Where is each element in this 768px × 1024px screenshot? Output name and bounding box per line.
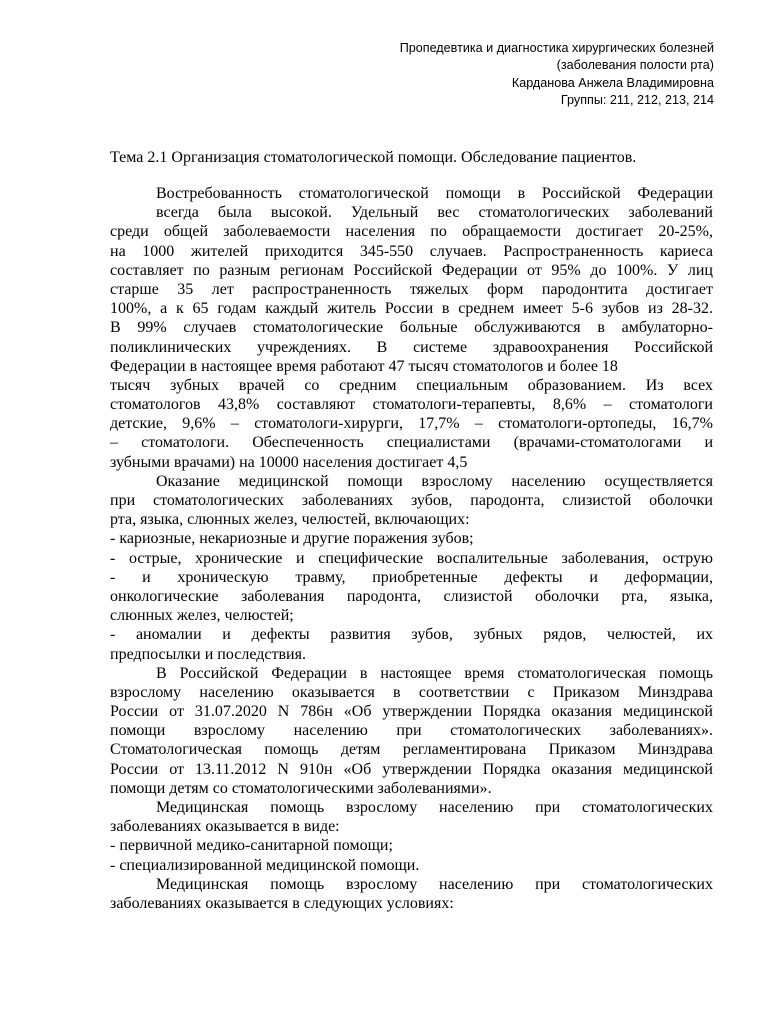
text-line: России от 31.07.2020 N 786н «Об утверждении Порядка оказания медицинской bbox=[110, 703, 713, 721]
text-line: В 99% случаев стоматологические больные обслуживаются в амбулаторно- bbox=[110, 319, 713, 337]
text-line: В Российской Федерации в настоящее время стоматологическая помощь bbox=[156, 664, 713, 682]
text-line: среди общей заболеваемости населения по обращаемости достигает 20-25%, bbox=[110, 223, 713, 241]
document-body bbox=[110, 184, 713, 913]
text-line: при стоматологических заболеваниях зубов, пародонта, слизистой оболочки bbox=[110, 492, 713, 509]
course-subtitle: (заболевания полости рта) bbox=[556, 58, 714, 73]
list-item: - специализированной медицинской помощи. bbox=[110, 856, 420, 874]
text-line: на 1000 жителей приходится 345-550 случаев. Распространенность кариеса bbox=[110, 242, 713, 260]
text-line: стоматологов 43,8% составляют стоматологи-терапевты, 8,6% – стоматологи bbox=[110, 396, 713, 414]
text-line: старше 35 лет распространенность тяжелых форм пародонтита достигает bbox=[110, 280, 713, 298]
text-line: заболеваниях оказывается в следующих условиях: bbox=[110, 894, 454, 912]
text-line: Медицинская помощь взрослому населению при стоматологических bbox=[156, 875, 713, 893]
document-header bbox=[294, 40, 714, 109]
course-name: Пропедевтика и диагностика хирургических болезней bbox=[399, 41, 714, 55]
text-line: детские, 9,6% – стоматологи-хирурги, 17,7% – стоматологи-ортопеды, 16,7% bbox=[110, 415, 713, 433]
text-line: Федерации в настоящее время работают 47 тысяч стоматологов и более 18 bbox=[110, 357, 618, 375]
list-item: - кариозные, некариозные и другие поражения зубов; bbox=[110, 530, 474, 548]
text-line: всегда была высокой. Удельный вес стоматологических заболеваний bbox=[156, 204, 713, 222]
text-line: слюнных желез, челюстей; bbox=[110, 607, 294, 625]
text-line: взрослому населению оказывается в соответствии с Приказом Минздрава bbox=[110, 683, 713, 701]
text-line: предпосылки и последствия. bbox=[110, 645, 306, 663]
list-item: - аномалии и дефекты развития зубов, зубных рядов, челюстей, их bbox=[110, 626, 713, 644]
text-line: помощи взрослому населению при стоматологических заболеваниях». bbox=[110, 722, 713, 740]
text-line: зубными врачами) на 10000 населения достигает 4,5 bbox=[110, 453, 468, 471]
text-line: России от 13.11.2012 N 910н «Об утверждении Порядка оказания медицинской bbox=[110, 760, 713, 778]
list-item: - и хроническую травму, приобретенные дефекты и деформации, bbox=[110, 568, 713, 586]
groups-line: Группы: 211, 212, 213, 214 bbox=[560, 92, 714, 107]
text-line: онкологические заболевания пародонта, слизистой оболочки рта, языка, bbox=[110, 587, 713, 605]
text-line: Востребованность стоматологической помощи в Российской Федерации bbox=[156, 185, 713, 202]
page-title: Тема 2.1 Организация стоматологической помощи. Обследование пациентов. bbox=[110, 149, 637, 166]
text-line: – стоматологи. Обеспеченность специалистами (врачами-стоматологами и bbox=[110, 434, 713, 452]
list-item: - первичной медико-санитарной помощи; bbox=[110, 837, 393, 855]
text-line: заболеваниях оказывается в виде: bbox=[110, 818, 340, 836]
text-line: Оказание медицинской помощи взрослому населению осуществляется bbox=[156, 472, 713, 490]
text-line: Медицинская помощь взрослому населению при стоматологических bbox=[156, 799, 713, 816]
text-line: рта, языка, слюнных желез, челюстей, включающих: bbox=[110, 511, 470, 529]
text-line: поликлинических учреждениях. В системе здравоохранения Российской bbox=[110, 338, 713, 356]
text-line: 100%, а к 65 годам каждый житель России в среднем имеет 5-6 зубов из 28-32. bbox=[110, 300, 713, 318]
text-line: Стоматологическая помощь детям регламентирована Приказом Минздрава bbox=[110, 741, 713, 759]
text-line: помощи детям со стоматологическими заболеваниями». bbox=[110, 779, 492, 797]
text-line: тысяч зубных врачей со средним специальным образованием. Из всех bbox=[110, 376, 713, 394]
text-line: составляет по разным регионам Российской Федерации от 95% до 100%. У лиц bbox=[110, 261, 713, 279]
author-name: Карданова Анжела Владимировна bbox=[511, 75, 714, 90]
list-item: - острые, хронические и специфические воспалительные заболевания, острую bbox=[110, 549, 713, 567]
